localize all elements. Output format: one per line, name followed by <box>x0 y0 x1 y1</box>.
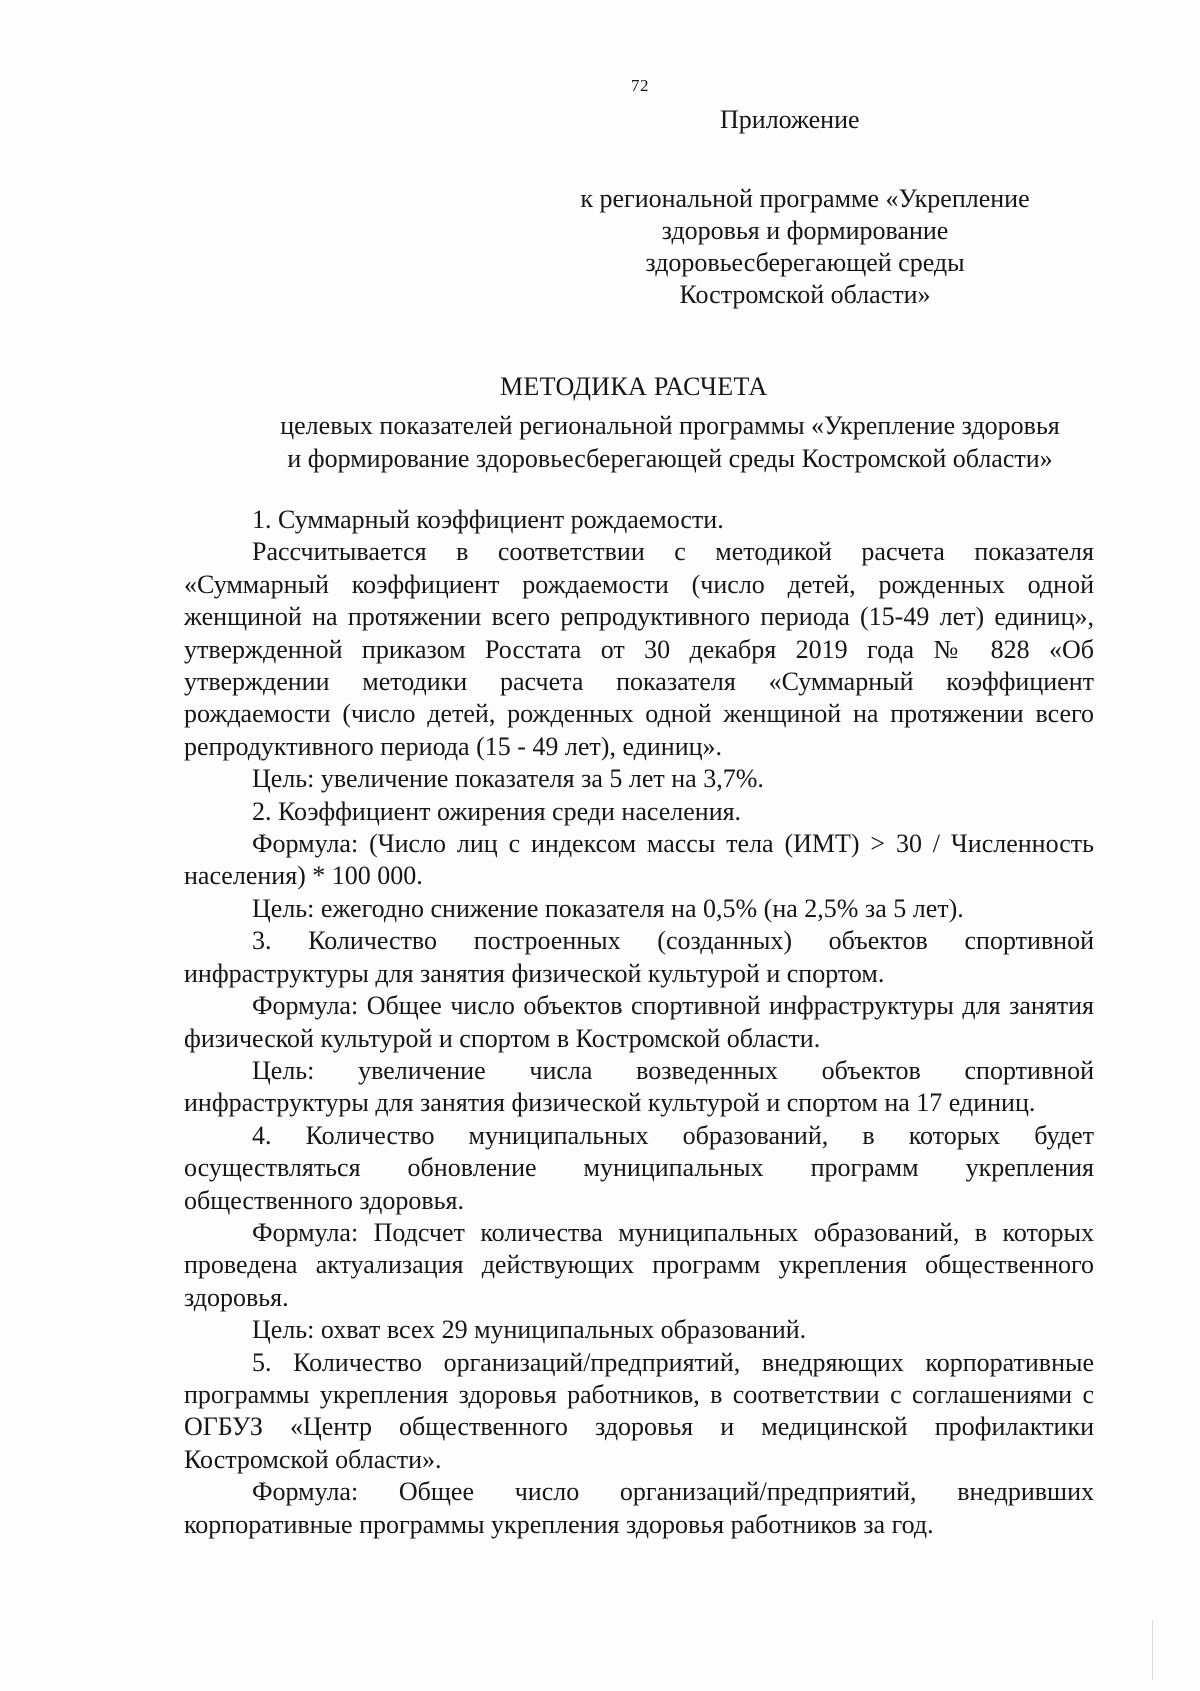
paragraph-indicator-2-heading: 2. Коэффициент ожирения среди населения. <box>252 796 742 826</box>
document-subtitle-line: целевых показателей региональной программы «Укрепление здоровья <box>280 411 1060 440</box>
scan-artifact-line <box>1152 1620 1153 1680</box>
page-number: 72 <box>631 76 649 95</box>
paragraph-indicator-3-heading: 3. Количество построенных (созданных) объектов спортивной инфраструктуры для занятия физической культурой и спортом. <box>184 926 1094 988</box>
appendix-reference-line: к региональной программе «Укрепление <box>580 184 1030 213</box>
appendix-reference-line: Костромской области» <box>679 280 931 309</box>
appendix-reference-line: здоровьесберегающей среды <box>645 248 965 277</box>
paragraph-indicator-4-goal: Цель: охват всех 29 муниципальных образований. <box>252 1315 807 1345</box>
document-title: МЕТОДИКА РАСЧЕТА <box>500 372 768 401</box>
paragraph-indicator-1-method: Рассчитывается в соответствии с методикой расчета показателя «Суммарный коэффициент рождаемости (число детей, рожденных одной женщиной на протяжении всего репродуктивного периода (15-49 лет) единиц», утвержденной приказом Росстата от 30 декабря 2019 года № 828 «Об утверждении методики расчета показателя «Суммарный коэффициент рождаемости (число детей, рожденных одной женщиной на протяжении всего репродуктивного периода (15 - 49 лет), единиц». <box>184 537 1094 761</box>
paragraph-indicator-5-heading: 5. Количество организаций/предприятий, внедряющих корпоративные программы укрепления здоровья работников, в соответствии с соглашениями с ОГБУЗ «Центр общественного здоровья и медицинской профилактики Костромской области». <box>184 1347 1094 1474</box>
paragraph-indicator-1-heading: 1. Суммарный коэффициент рождаемости. <box>252 505 724 534</box>
document-subtitle <box>180 409 1160 475</box>
appendix-title: Приложение <box>720 105 860 134</box>
document-body <box>184 504 1094 1541</box>
appendix-reference <box>545 183 1065 311</box>
paragraph-indicator-2-formula: Формула: (Число лиц с индексом массы тела (ИМТ) > 30 / Численность населения) * 100 000. <box>184 829 1094 891</box>
paragraph-indicator-4-formula: Формула: Подсчет количества муниципальных образований, в которых проведена актуализация действующих программ укрепления общественного здоровья. <box>184 1217 1094 1312</box>
paragraph-indicator-3-formula: Формула: Общее число объектов спортивной инфраструктуры для занятия физической культурой и спортом в Костромской области. <box>184 991 1094 1053</box>
paragraph-indicator-5-formula: Формула: Общее число организаций/предприятий, внедривших корпоративные программы укрепления здоровья работников за год. <box>184 1477 1094 1539</box>
paragraph-indicator-4-heading: 4. Количество муниципальных образований, в которых будет осуществляться обновление муниципальных программ укрепления общественного здоровья. <box>184 1120 1094 1215</box>
document-subtitle-line: и формирование здоровьесберегающей среды Костромской области» <box>287 444 1053 473</box>
appendix-reference-line: здоровья и формирование <box>661 216 949 245</box>
paragraph-indicator-1-goal: Цель: увеличение показателя за 5 лет на 3,7%. <box>252 764 764 794</box>
paragraph-indicator-2-goal: Цель: ежегодно снижение показателя на 0,5% (на 2,5% за 5 лет). <box>252 893 964 923</box>
paragraph-indicator-3-goal: Цель: увеличение числа возведенных объектов спортивной инфраструктуры для занятия физической культурой и спортом на 17 единиц. <box>184 1055 1094 1118</box>
